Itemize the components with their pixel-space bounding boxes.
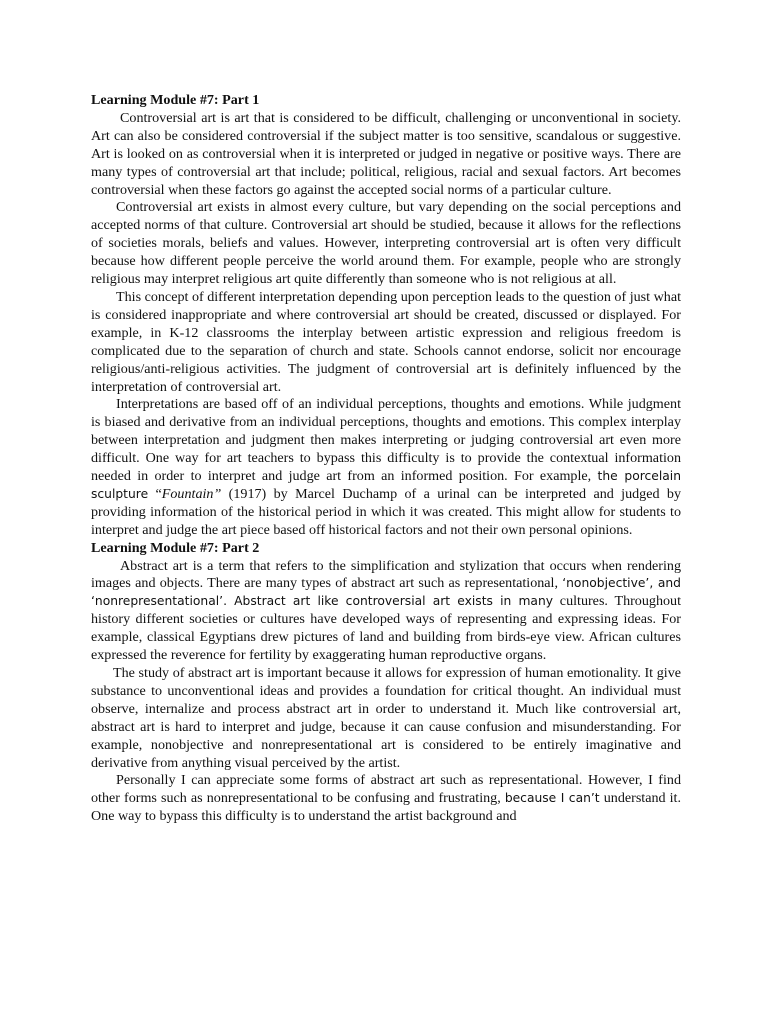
fountain-title: Fountain” [161, 485, 222, 502]
part2-paragraph-3-text-c: understand it. One way to bypass this difficulty is to understand the artist background and [91, 790, 681, 825]
part2-paragraph-3-text-a: Personally I can appreciate some forms of abstract art such as representational. However, I find other forms such as nonrepresentational to be confusing and frustrating, [91, 772, 681, 807]
part1-paragraph-4-text-d: (1917) by Marcel Duchamp of a urinal can be interpreted and judged by providing information of the historical period in which it was created. This might allow for students to interpret and judge the art piece based off historical factors and not their own personal opinions. [91, 485, 681, 538]
part2-paragraph-1-text-b: ‘nonobjective’, and ‘nonrepresentational’. Abstract art like controversial art exists in many [91, 576, 681, 609]
part1-paragraph-4-text-c: “ [148, 485, 162, 502]
part1-heading: Learning Module #7: Part 1 [91, 92, 260, 108]
part1-paragraph-2: Controversial art exists in almost every culture, but vary depending on the social perceptions and accepted norms of that culture. Controversial art should be studied, because it allows for the reflections of societies morals, beliefs and values. However, interpreting controversial art is often very difficult because how different people perceive the world around them. For example, people who are strongly religious may interpret religious art quite differently than someone who is not religious at all. [91, 199, 681, 288]
part1-paragraph-1: Controversial art is art that is considered to be difficult, challenging or unconventional in society. Art can also be considered controversial if the subject matter is too sensitive, scandalous or suggestive. Art is looked on as controversial when it is interpreted or judged in negative or positive ways. There are many types of controversial art that include; political, religious, racial and sexual factors. Art becomes controversial when these factors go against the accepted social norms of a particular culture. [91, 109, 681, 198]
part1-paragraph-4-text-b: the porcelain sculpture [91, 469, 681, 501]
part2-paragraph-3 [91, 772, 681, 826]
part1-paragraph-4 [91, 396, 681, 539]
part2-paragraph-1-text-a: Abstract art is a term that refers to the simplification and stylization that occurs when rendering images and objects. There are many types of abstract art such as representational, [91, 557, 681, 592]
part2-paragraph-1 [91, 558, 681, 665]
part2-paragraph-3-text-b: because I can’t [504, 791, 600, 806]
part1-paragraph-4-text-a: Interpretations are based off of an individual perceptions, thoughts and emotions. While judgment is biased and derivative from an individual perceptions, thoughts and emotions. This complex interplay between interpretation and judgment then makes interpreting or judging controversial art even more difficult. One way for art teachers to bypass this difficulty is to provide the contextual information needed in order to interpret and judge art from an informed position. For example, [91, 396, 681, 485]
document-body [91, 92, 681, 826]
part1-paragraph-3: This concept of different interpretation depending upon perception leads to the question of just what is considered inappropriate and where controversial art should be created, discussed or displayed. For example, in K-12 classrooms the interplay between artistic expression and religious freedom is complicated due to the separation of church and state. Schools cannot endorse, solicit nor encourage religious/anti-religious activities. The judgment of controversial art is definitely influenced by the interpretation of controversial art. [91, 288, 681, 395]
part2-paragraph-1-text-c: cultures. Throughout history different societies or cultures have developed ways of representing and expressing ideas. For example, classical Egyptians drew pictures of land and building from birds-eye view. African cultures expressed the reverence for fertility by exaggerating human reproductive organs. [91, 593, 682, 664]
part2-paragraph-2: The study of abstract art is important because it allows for expression of human emotionality. It give substance to unconventional ideas and provides a foundation for critical thought. An individual must observe, internalize and process abstract art in order to understand it. Much like controversial art, abstract art is hard to interpret and judge, because it can cause confusion and misunderstanding. For example, nonobjective and nonrepresentational art is considered to be entirely imaginative and derivative from anything visual perceived by the artist. [91, 665, 681, 771]
part2-heading: Learning Module #7: Part 2 [91, 539, 260, 556]
